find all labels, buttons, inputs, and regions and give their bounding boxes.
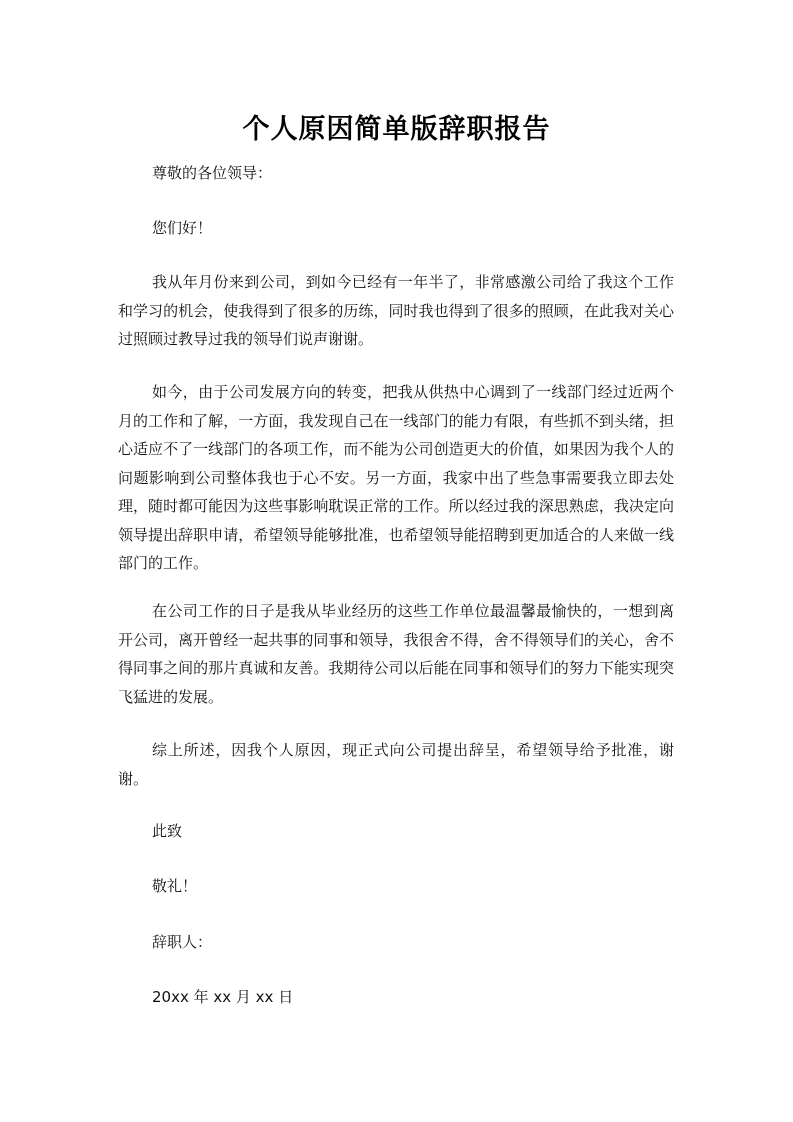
paragraph-4: 综上所述，因我个人原因，现正式向公司提出辞呈，希望领导给予批准，谢谢。 [118,741,674,788]
paragraph-3: 在公司工作的日子是我从毕业经历的这些工作单位最温馨最愉快的，一想到离开公司，离开曾经一起共事的同事和领导，我很舍不得，舍不得领导们的关心，舍不得同事之间的那片真诚和友善。我期待公司以后能在同事和领导们的努力下能实现突飞猛进的发展。 [118,602,674,706]
salutation: 尊敬的各位领导： [152,164,273,182]
paragraph-2: 如今，由于公司发展方向的转变，把我从供热中心调到了一线部门经过近两个月的工作和了解，一方面，我发现自己在一线部门的能力有限，有些抓不到头绪，担心适应不了一线部门的各项工作，而不能为公司创造更大的价值，如果因为我个人的问题影响到公司整体我也于心不安。另一方面，我家中出了些急事需要我立即去处理，随时都可能因为这些事影响耽误正常的工作。所以经过我的深思熟虑，我决定向领导提出辞职申请，希望领导能够批准，也希望领导能招聘到更加适合的人来做一线部门的工作。 [118,383,674,572]
signature-label: 辞职人： [152,933,213,951]
closing: 此致 [152,822,183,840]
paragraph-1: 我从年月份来到公司，到如今已经有一年半了，非常感激公司给了我这个工作和学习的机会，使我得到了很多的历练，同时我也得到了很多的照顾，在此我对关心过照顾过教导过我的领导们说声谢谢。 [118,273,674,348]
regards: 敬礼！ [152,877,198,895]
greeting: 您们好！ [152,219,213,237]
date-line: 20xx 年 xx 月 xx 日 [152,988,294,1006]
document-title: 个人原因简单版辞职报告 [242,114,551,145]
